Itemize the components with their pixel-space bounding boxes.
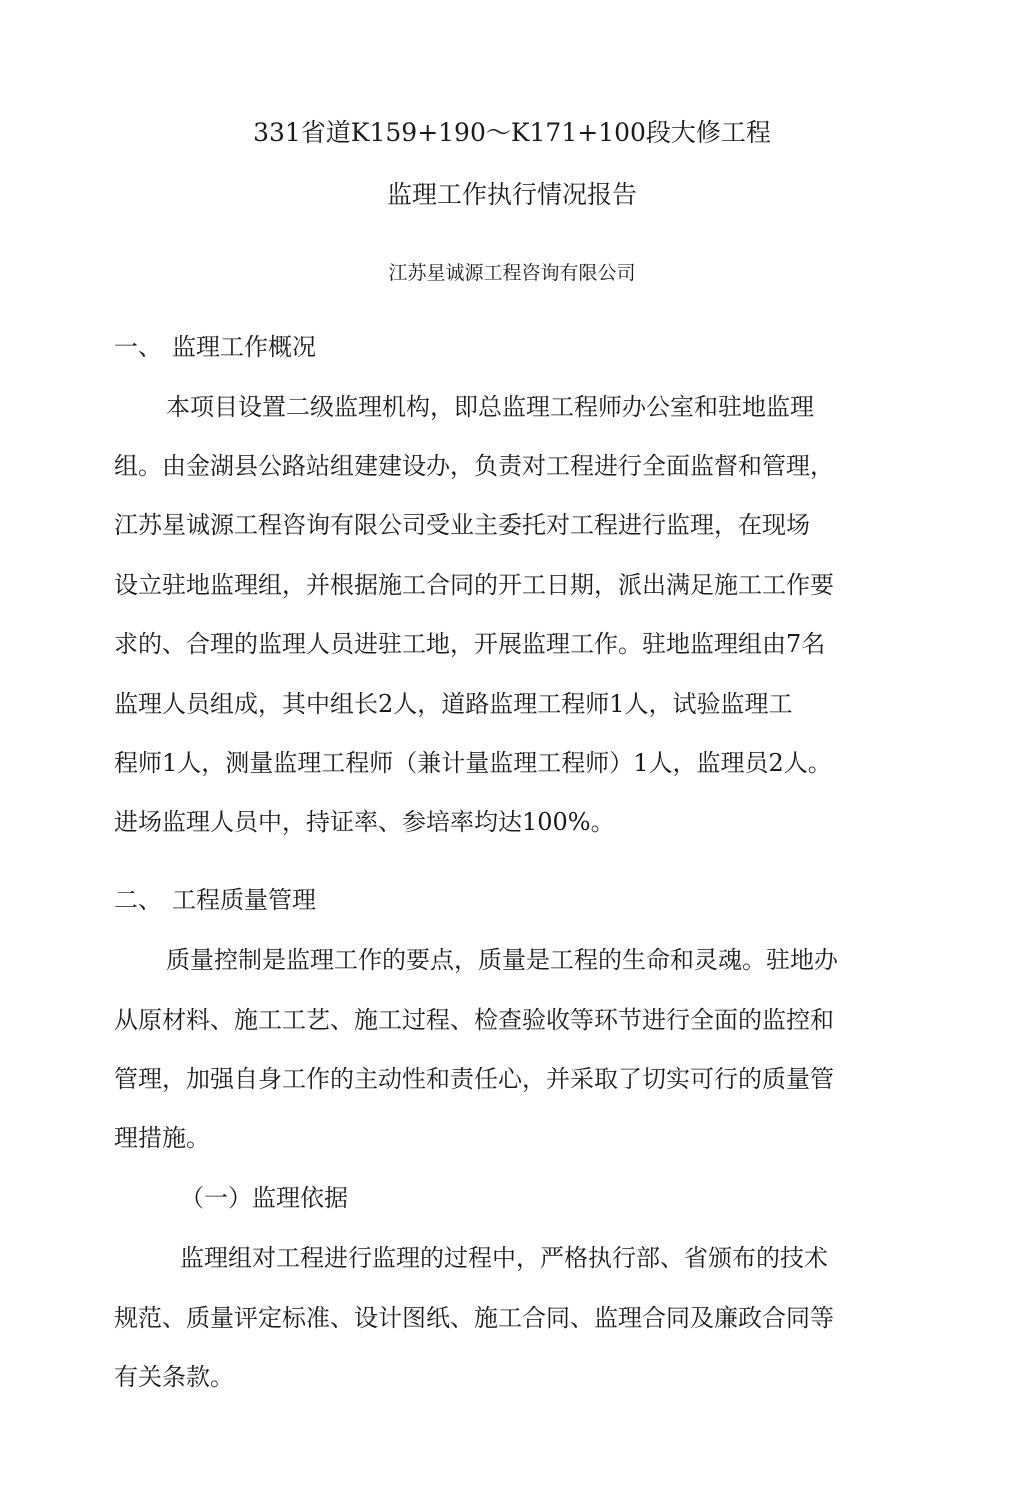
- subsection-heading: （一）监理依据: [180, 1184, 348, 1212]
- paragraph-line: 监理组对工程进行监理的过程中，严格执行部、省颁布的技术: [180, 1244, 828, 1272]
- section-1-heading: [114, 332, 316, 362]
- paragraph-line: 质量控制是监理工作的要点，质量是工程的生命和灵魂。驻地办: [166, 946, 838, 974]
- paragraph-line: 组。由金湖县公路站组建建设办，负责对工程进行全面监督和管理，: [114, 452, 834, 480]
- paragraph-line: 有关条款。: [114, 1363, 234, 1391]
- paragraph-line: 理措施。: [114, 1124, 210, 1152]
- paragraph-line: 从原材料、施工工艺、施工过程、检查验收等环节进行全面的监控和: [114, 1006, 834, 1034]
- paragraph-line: 进场监理人员中，持证率、参培率均达100%。: [114, 808, 615, 836]
- section-1-number: 一、: [114, 333, 162, 361]
- paragraph-line: 设立驻地监理组，并根据施工合同的开工日期，派出满足施工工作要: [114, 571, 834, 599]
- document-subtitle: 监理工作执行情况报告: [386, 180, 637, 209]
- paragraph-line: 监理人员组成，其中组长2人，道路监理工程师1人，试验监理工: [114, 690, 793, 718]
- section-1-title: 监理工作概况: [172, 333, 316, 361]
- paragraph-line: 江苏星诚源工程咨询有限公司受业主委托对工程进行监理，在现场: [114, 511, 810, 539]
- section-2-number: 二、: [114, 886, 162, 914]
- section-2-title: 工程质量管理: [172, 886, 316, 914]
- paragraph-line: 求的、合理的监理人员进驻工地，开展监理工作。驻地监理组由7名: [114, 630, 826, 658]
- paragraph-line: 管理，加强自身工作的主动性和责任心，并采取了切实可行的质量管: [114, 1065, 834, 1093]
- company-name: 江苏星诚源工程咨询有限公司: [388, 262, 636, 284]
- document-title: 331省道K159+190～K171+100段大修工程: [253, 118, 771, 147]
- paragraph-line: 程师1人，测量监理工程师（兼计量监理工程师）1人，监理员2人。: [114, 749, 832, 777]
- paragraph-line: 本项目设置二级监理机构，即总监理工程师办公室和驻地监理: [166, 393, 814, 421]
- paragraph-line: 规范、质量评定标准、设计图纸、施工合同、监理合同及廉政合同等: [114, 1304, 834, 1332]
- section-2-heading: [114, 885, 316, 915]
